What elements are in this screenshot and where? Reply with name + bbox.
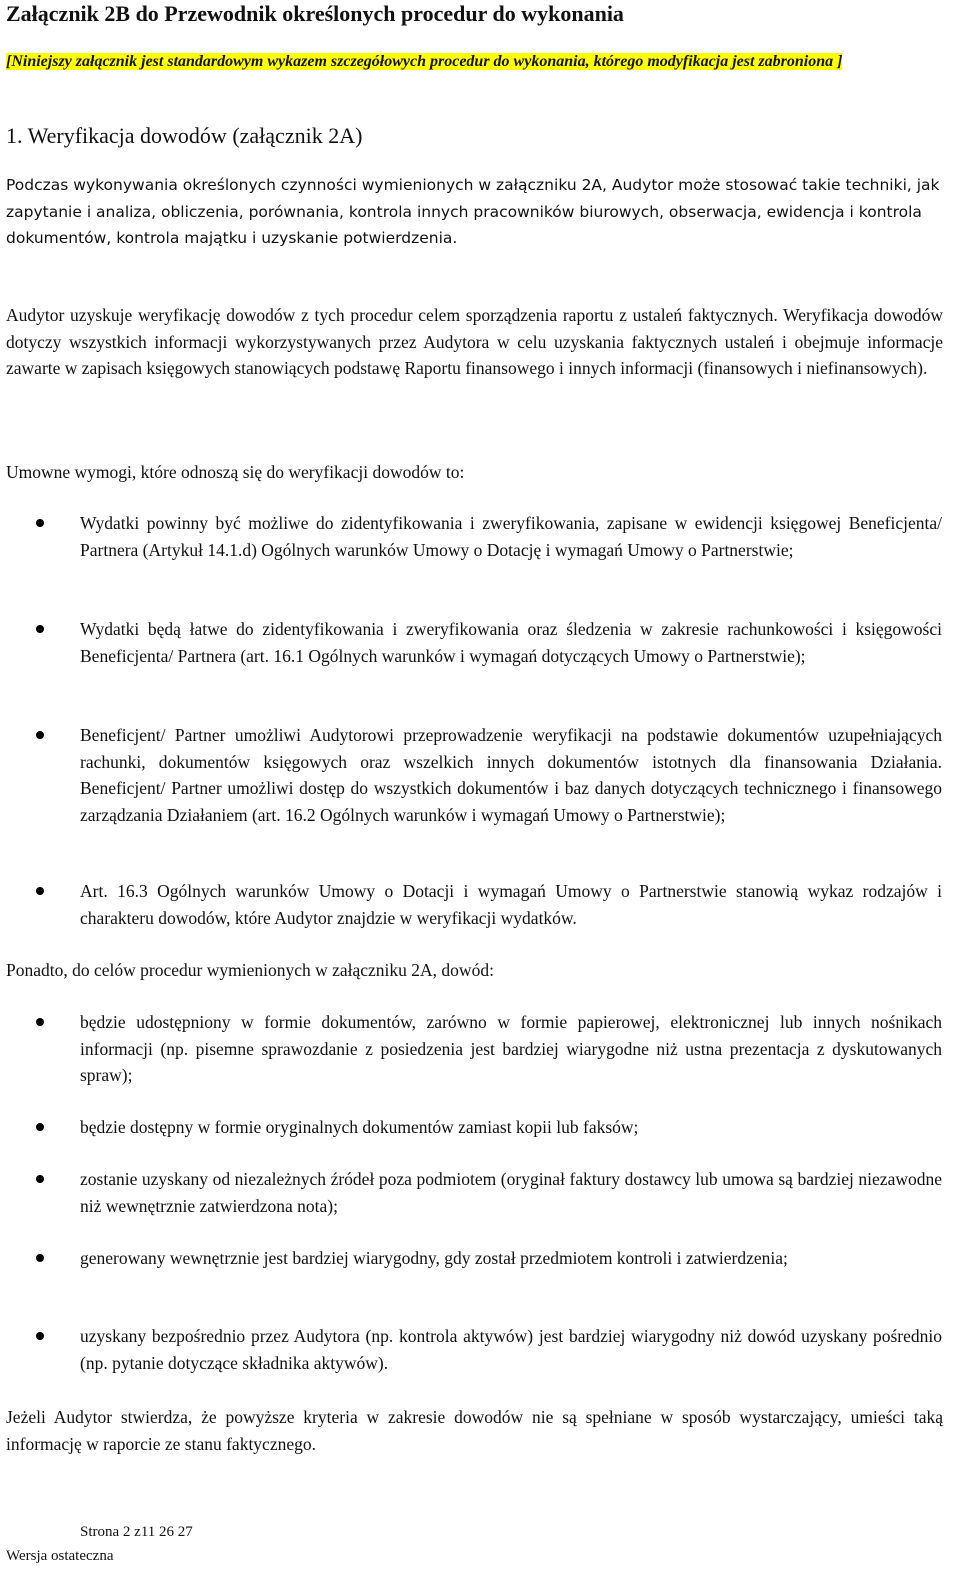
bullet-icon xyxy=(36,1123,44,1131)
list-item-text: będzie udostępniony w formie dokumentów, zarówno w formie papierowej, elektronicznej lub innych nośnikach informacji (np. pisemne sprawozdanie z posiedzenia jest bardziej wiarygodne niż ustna prezentacja z dyskutowanych spraw); xyxy=(80,1012,942,1085)
section-heading: 1. Weryfikacja dowodów (załącznik 2A) xyxy=(6,123,363,148)
bullet-icon xyxy=(36,731,44,739)
list-item-text: będzie dostępny w formie oryginalnych dokumentów zamiast kopii lub faksów; xyxy=(80,1117,639,1137)
list-item-text: Wydatki powinny być możliwe do zidentyfikowania i zweryfikowania, zapisane w ewidencji księgowej Beneficjenta/ Partnera (Artykuł 14.1.d) Ogólnych warunków Umowy o Dotację i wymagań Umowy o Partnerstwie; xyxy=(80,513,942,560)
bullet-icon xyxy=(36,625,44,633)
paragraph-requirements-intro: Umowne wymogi, które odnoszą się do weryfikacji dowodów to: xyxy=(6,462,465,482)
bullet-icon xyxy=(36,519,44,527)
footer-version: Wersja ostateczna xyxy=(6,1548,114,1564)
footer-page-number: Strona 2 z11 26 27 xyxy=(80,1524,193,1540)
list-item-text: zostanie uzyskany od niezależnych źródeł poza podmiotem (oryginał faktury dostawcy lub umowa są bardziej niezawodne niż wewnętrznie zatwierdzona nota); xyxy=(80,1169,942,1216)
bullet-icon xyxy=(36,887,44,895)
bullet-icon xyxy=(36,1332,44,1340)
list-item-text: Art. 16.3 Ogólnych warunków Umowy o Dotacji i wymagań Umowy o Partnerstwie stanowią wykaz rodzajów i charakteru dowodów, które Audytor znajdzie w weryfikacji wydatków. xyxy=(80,881,942,928)
bullet-icon xyxy=(36,1254,44,1262)
paragraph-evidence-intro: Ponadto, do celów procedur wymienionych w załączniku 2A, dowód: xyxy=(6,960,494,980)
paragraph-verification: Audytor uzyskuje weryfikację dowodów z tych procedur celem sporządzenia raportu z ustaleń faktycznych. Weryfikacja dowodów dotyczy wszystkich informacji wykorzystywanych przez Audytora w celu uzyskania faktycznych ustaleń i obejmuje informacje zawarte w zapisach księgowych stanowiących podstawę Raportu finansowego i innych informacji (finansowych i niefinansowych). xyxy=(6,305,943,378)
document-title: Załącznik 2B do Przewodnik określonych procedur do wykonania xyxy=(6,1,624,26)
list-item-text: Wydatki będą łatwe do zidentyfikowania i zweryfikowania oraz śledzenia w zakresie rachunkowości i księgowości Beneficjenta/ Partnera (art. 16.1 Ogólnych warunków i wymagań dotyczących Umowy o Partnerstwie); xyxy=(80,619,942,666)
note-banner xyxy=(6,50,896,74)
paragraph-techniques: Podczas wykonywania określonych czynności wymienionych w załączniku 2A, Audytor może stosować takie techniki, jak zapytanie i analiza, obliczenia, porównania, kontrola innych pracowników biurowych, obserwacja, ewidencja i kontrola dokumentów, kontrola majątku i uzyskanie potwierdzenia. xyxy=(6,176,940,247)
bullet-icon xyxy=(36,1175,44,1183)
bullet-icon xyxy=(36,1018,44,1026)
note-text: [Niniejszy załącznik jest standardowym wykazem szczegółowych procedur do wykonania, którego modyfikacja jest zabroniona ] xyxy=(6,53,843,70)
list-item-text: generowany wewnętrznie jest bardziej wiarygodny, gdy został przedmiotem kontroli i zatwierdzenia; xyxy=(80,1248,788,1268)
list-item-text: uzyskany bezpośrednio przez Audytora (np. kontrola aktywów) jest bardziej wiarygodny niż dowód uzyskany pośrednio (np. pytanie dotyczące składnika aktywów). xyxy=(80,1326,942,1373)
list-item-text: Beneficjent/ Partner umożliwi Audytorowi przeprowadzenie weryfikacji na podstawie dokumentów uzupełniających rachunki, dokumentów księgowych oraz wszelkich innych dokumentów istotnych dla finansowania Działania. Beneficjent/ Partner umożliwi dostęp do wszystkich dokumentów i baz danych dotyczących technicznego i finansowego zarządzania Działaniem (art. 16.2 Ogólnych warunków i wymagań Umowy o Partnerstwie); xyxy=(80,725,942,825)
paragraph-conclusion: Jeżeli Audytor stwierdza, że powyższe kryteria w zakresie dowodów nie są spełniane w sposób wystarczający, umieści taką informację w raporcie ze stanu faktycznego. xyxy=(6,1407,943,1454)
